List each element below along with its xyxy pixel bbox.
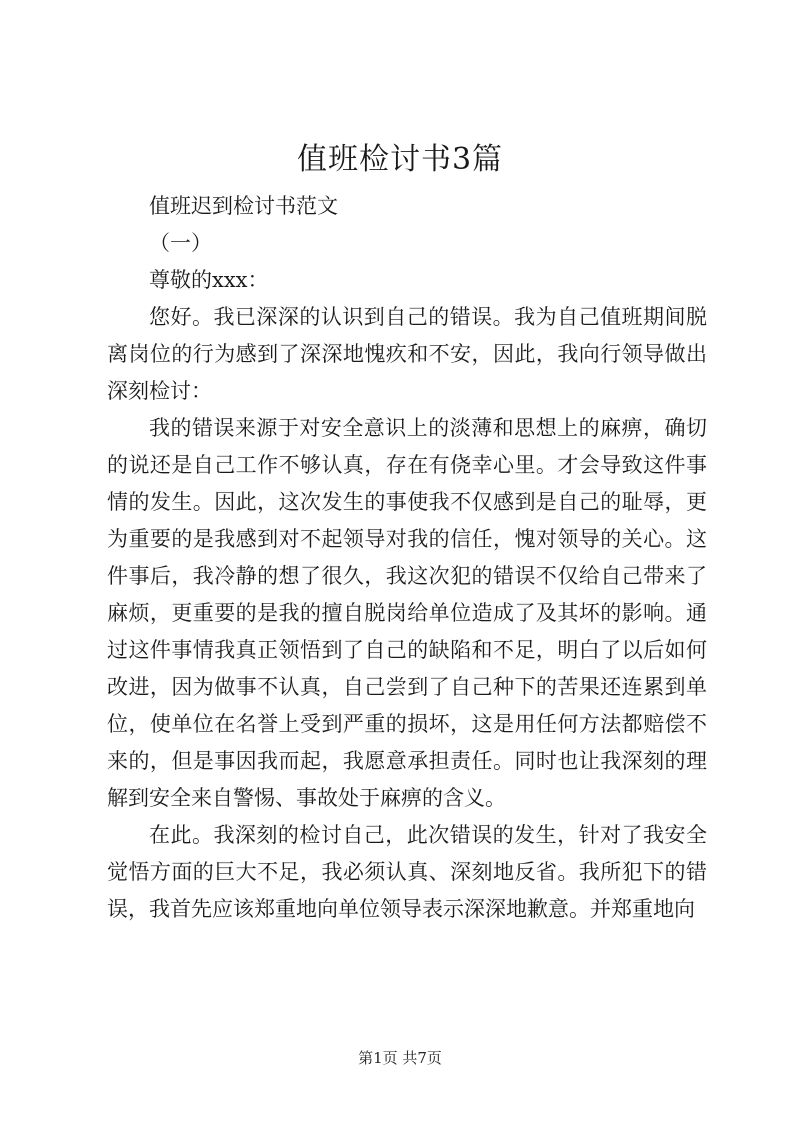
document-body [107, 188, 707, 928]
subtitle: 值班迟到检讨书范文 [149, 194, 338, 218]
page-footer: 第1页 共7页 [358, 1049, 442, 1067]
paragraph-2: 我的错误来源于对安全意识上的淡薄和思想上的麻痹，确切的说还是自己工作不够认真，存在有侥幸心里。才会导致这件事情的发生。因此，这次发生的事使我不仅感到是自己的耻辱，更为重要的是我感到对不起领导对我的信任，愧对领导的关心。这件事后，我冷静的想了很久，我这次犯的错误不仅给自己带来了麻烦，更重要的是我的擅自脱岗给单位造成了及其坏的影响。通过这件事情我真正领悟到了自己的缺陷和不足，明白了以后如何改进，因为做事不认真，自己尝到了自己种下的苦果还连累到单位，使单位在名誉上受到严重的损坏，这是用任何方法都赔偿不来的，但是事因我而起，我愿意承担责任。同时也让我深刻的理解到安全来自警惕、事故处于麻痹的含义。 [107, 416, 707, 810]
paragraph-1: 您好。我已深深的认识到自己的错误。我为自己值班期间脱离岗位的行为感到了深深地愧疚和不安，因此，我向行领导做出深刻检讨： [107, 305, 707, 403]
document-title: 值班检讨书3篇 [296, 142, 504, 177]
section-marker: （一） [149, 231, 212, 255]
paragraph-3: 在此。我深刻的检讨自己，此次错误的发生，针对了我安全觉悟方面的巨大不足，我必须认真、深刻地反省。我所犯下的错误，我首先应该郑重地向单位领导表示深深地歉意。并郑重地向 [107, 823, 707, 921]
salutation: 尊敬的xxx： [149, 268, 269, 292]
